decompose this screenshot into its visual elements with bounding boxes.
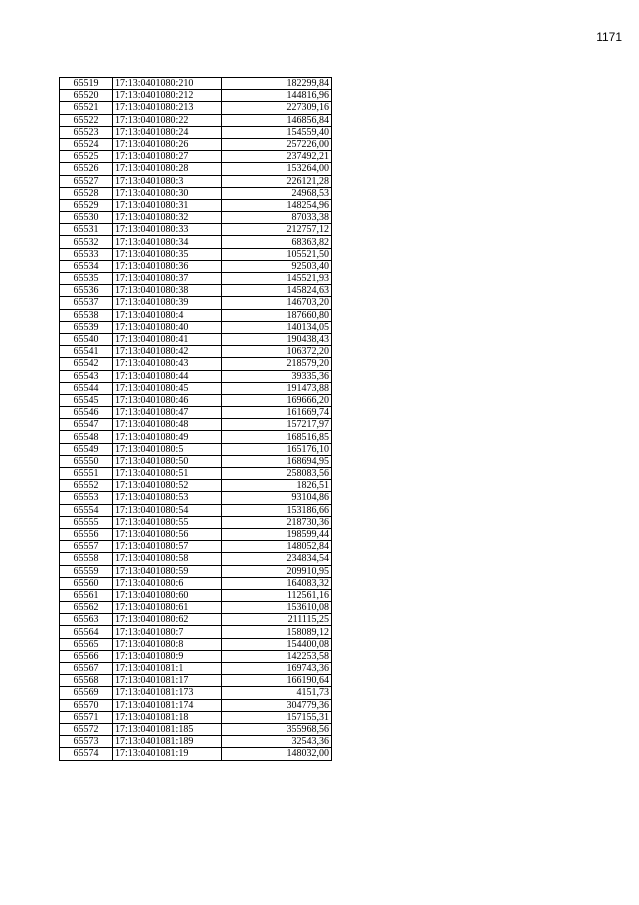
row-index-cell: 65541 xyxy=(60,346,113,358)
value-cell: 92503,40 xyxy=(222,260,332,272)
cadastral-number-cell: 17:13:0401080:50 xyxy=(113,455,222,467)
table-row xyxy=(60,224,332,236)
cadastral-number-cell: 17:13:0401080:27 xyxy=(113,151,222,163)
cadastral-number-cell: 17:13:0401080:5 xyxy=(113,443,222,455)
cadastral-number-cell: 17:13:0401080:210 xyxy=(113,78,222,90)
cadastral-number-cell: 17:13:0401080:6 xyxy=(113,577,222,589)
table-row xyxy=(60,102,332,114)
row-index-cell: 65549 xyxy=(60,443,113,455)
row-index-cell: 65566 xyxy=(60,650,113,662)
table-row xyxy=(60,114,332,126)
table-row xyxy=(60,553,332,565)
value-cell: 142253,58 xyxy=(222,650,332,662)
value-cell: 237492,21 xyxy=(222,151,332,163)
cadastral-number-cell: 17:13:0401080:54 xyxy=(113,504,222,516)
value-cell: 148254,96 xyxy=(222,199,332,211)
value-cell: 4151,73 xyxy=(222,687,332,699)
value-cell: 87033,38 xyxy=(222,212,332,224)
row-index-cell: 65526 xyxy=(60,163,113,175)
row-index-cell: 65574 xyxy=(60,748,113,760)
value-cell: 145521,93 xyxy=(222,273,332,285)
cadastral-number-cell: 17:13:0401080:41 xyxy=(113,333,222,345)
value-cell: 158089,12 xyxy=(222,626,332,638)
row-index-cell: 65572 xyxy=(60,723,113,735)
cadastral-number-cell: 17:13:0401080:58 xyxy=(113,553,222,565)
table-row xyxy=(60,711,332,723)
table-row xyxy=(60,212,332,224)
row-index-cell: 65557 xyxy=(60,541,113,553)
table-row xyxy=(60,297,332,309)
table-row xyxy=(60,443,332,455)
value-cell: 304779,36 xyxy=(222,699,332,711)
value-cell: 106372,20 xyxy=(222,346,332,358)
cadastral-number-cell: 17:13:0401080:8 xyxy=(113,638,222,650)
value-cell: 39335,36 xyxy=(222,370,332,382)
row-index-cell: 65529 xyxy=(60,199,113,211)
value-cell: 32543,36 xyxy=(222,736,332,748)
cadastral-number-cell: 17:13:0401080:42 xyxy=(113,346,222,358)
cadastral-number-cell: 17:13:0401080:34 xyxy=(113,236,222,248)
value-cell: 112561,16 xyxy=(222,589,332,601)
value-cell: 144816,96 xyxy=(222,90,332,102)
cadastral-number-cell: 17:13:0401080:33 xyxy=(113,224,222,236)
table-row xyxy=(60,358,332,370)
cadastral-number-cell: 17:13:0401080:32 xyxy=(113,212,222,224)
table-row xyxy=(60,126,332,138)
row-index-cell: 65521 xyxy=(60,102,113,114)
value-cell: 169743,36 xyxy=(222,663,332,675)
cadastral-number-cell: 17:13:0401080:59 xyxy=(113,565,222,577)
table-row xyxy=(60,309,332,321)
table-row xyxy=(60,273,332,285)
row-index-cell: 65558 xyxy=(60,553,113,565)
table-row xyxy=(60,638,332,650)
value-cell: 154559,40 xyxy=(222,126,332,138)
table-row xyxy=(60,748,332,760)
row-index-cell: 65552 xyxy=(60,480,113,492)
table-row xyxy=(60,699,332,711)
cadastral-number-cell: 17:13:0401080:24 xyxy=(113,126,222,138)
cadastral-number-cell: 17:13:0401080:49 xyxy=(113,431,222,443)
value-cell: 153186,66 xyxy=(222,504,332,516)
cadastral-number-cell: 17:13:0401080:31 xyxy=(113,199,222,211)
row-index-cell: 65525 xyxy=(60,151,113,163)
value-cell: 153264,00 xyxy=(222,163,332,175)
cadastral-number-cell: 17:13:0401080:22 xyxy=(113,114,222,126)
row-index-cell: 65553 xyxy=(60,492,113,504)
row-index-cell: 65527 xyxy=(60,175,113,187)
table-row xyxy=(60,394,332,406)
table-row xyxy=(60,492,332,504)
cadastral-number-cell: 17:13:0401080:36 xyxy=(113,260,222,272)
row-index-cell: 65548 xyxy=(60,431,113,443)
table-row xyxy=(60,602,332,614)
row-index-cell: 65562 xyxy=(60,602,113,614)
value-cell: 211115,25 xyxy=(222,614,332,626)
cadastral-number-cell: 17:13:0401081:189 xyxy=(113,736,222,748)
value-cell: 165176,10 xyxy=(222,443,332,455)
value-cell: 105521,50 xyxy=(222,248,332,260)
value-cell: 140134,05 xyxy=(222,321,332,333)
table-row xyxy=(60,565,332,577)
cadastral-number-cell: 17:13:0401080:51 xyxy=(113,468,222,480)
row-index-cell: 65563 xyxy=(60,614,113,626)
row-index-cell: 65520 xyxy=(60,90,113,102)
table-row xyxy=(60,260,332,272)
cadastral-value-table xyxy=(59,77,332,761)
table-row xyxy=(60,382,332,394)
cadastral-number-cell: 17:13:0401081:1 xyxy=(113,663,222,675)
table-row xyxy=(60,419,332,431)
row-index-cell: 65543 xyxy=(60,370,113,382)
row-index-cell: 65540 xyxy=(60,333,113,345)
value-cell: 258083,56 xyxy=(222,468,332,480)
cadastral-number-cell: 17:13:0401080:56 xyxy=(113,528,222,540)
row-index-cell: 65554 xyxy=(60,504,113,516)
row-index-cell: 65571 xyxy=(60,711,113,723)
row-index-cell: 65534 xyxy=(60,260,113,272)
table-row xyxy=(60,504,332,516)
cadastral-number-cell: 17:13:0401081:174 xyxy=(113,699,222,711)
row-index-cell: 65573 xyxy=(60,736,113,748)
cadastral-number-cell: 17:13:0401080:48 xyxy=(113,419,222,431)
table-row xyxy=(60,528,332,540)
value-cell: 68363,82 xyxy=(222,236,332,248)
value-cell: 157155,31 xyxy=(222,711,332,723)
row-index-cell: 65555 xyxy=(60,516,113,528)
table-body xyxy=(60,78,332,761)
row-index-cell: 65551 xyxy=(60,468,113,480)
table-row xyxy=(60,333,332,345)
value-cell: 209910,95 xyxy=(222,565,332,577)
row-index-cell: 65531 xyxy=(60,224,113,236)
table-row xyxy=(60,663,332,675)
table-row xyxy=(60,90,332,102)
table-row xyxy=(60,285,332,297)
cadastral-number-cell: 17:13:0401080:213 xyxy=(113,102,222,114)
cadastral-number-cell: 17:13:0401080:26 xyxy=(113,138,222,150)
table-row xyxy=(60,516,332,528)
value-cell: 1826,51 xyxy=(222,480,332,492)
row-index-cell: 65556 xyxy=(60,528,113,540)
row-index-cell: 65523 xyxy=(60,126,113,138)
row-index-cell: 65568 xyxy=(60,675,113,687)
table-row xyxy=(60,138,332,150)
value-cell: 153610,08 xyxy=(222,602,332,614)
value-cell: 146856,84 xyxy=(222,114,332,126)
cadastral-number-cell: 17:13:0401080:4 xyxy=(113,309,222,321)
cadastral-number-cell: 17:13:0401080:62 xyxy=(113,614,222,626)
value-cell: 187660,80 xyxy=(222,309,332,321)
cadastral-number-cell: 17:13:0401080:35 xyxy=(113,248,222,260)
value-cell: 218579,20 xyxy=(222,358,332,370)
row-index-cell: 65544 xyxy=(60,382,113,394)
row-index-cell: 65533 xyxy=(60,248,113,260)
value-cell: 166190,64 xyxy=(222,675,332,687)
value-cell: 164083,32 xyxy=(222,577,332,589)
cadastral-number-cell: 17:13:0401080:40 xyxy=(113,321,222,333)
cadastral-number-cell: 17:13:0401080:9 xyxy=(113,650,222,662)
table-row xyxy=(60,407,332,419)
table-row xyxy=(60,675,332,687)
value-cell: 191473,88 xyxy=(222,382,332,394)
value-cell: 234834,54 xyxy=(222,553,332,565)
cadastral-number-cell: 17:13:0401080:7 xyxy=(113,626,222,638)
value-cell: 355968,56 xyxy=(222,723,332,735)
row-index-cell: 65547 xyxy=(60,419,113,431)
table-row xyxy=(60,626,332,638)
cadastral-number-cell: 17:13:0401080:55 xyxy=(113,516,222,528)
cadastral-number-cell: 17:13:0401080:61 xyxy=(113,602,222,614)
cadastral-number-cell: 17:13:0401080:47 xyxy=(113,407,222,419)
value-cell: 157217,97 xyxy=(222,419,332,431)
row-index-cell: 65532 xyxy=(60,236,113,248)
cadastral-number-cell: 17:13:0401080:212 xyxy=(113,90,222,102)
row-index-cell: 65550 xyxy=(60,455,113,467)
value-cell: 146703,20 xyxy=(222,297,332,309)
value-cell: 218730,36 xyxy=(222,516,332,528)
cadastral-number-cell: 17:13:0401080:57 xyxy=(113,541,222,553)
table-row xyxy=(60,346,332,358)
value-cell: 145824,63 xyxy=(222,285,332,297)
table-row xyxy=(60,577,332,589)
table-row xyxy=(60,589,332,601)
table-row xyxy=(60,455,332,467)
cadastral-number-cell: 17:13:0401080:60 xyxy=(113,589,222,601)
cadastral-number-cell: 17:13:0401080:39 xyxy=(113,297,222,309)
value-cell: 148052,84 xyxy=(222,541,332,553)
cadastral-number-cell: 17:13:0401080:38 xyxy=(113,285,222,297)
cadastral-number-cell: 17:13:0401080:46 xyxy=(113,394,222,406)
table-row xyxy=(60,736,332,748)
row-index-cell: 65565 xyxy=(60,638,113,650)
table-row xyxy=(60,614,332,626)
value-cell: 154400,08 xyxy=(222,638,332,650)
cadastral-number-cell: 17:13:0401081:18 xyxy=(113,711,222,723)
page-number: 1171 xyxy=(596,30,622,44)
row-index-cell: 65530 xyxy=(60,212,113,224)
table-row xyxy=(60,541,332,553)
table-row xyxy=(60,321,332,333)
value-cell: 227309,16 xyxy=(222,102,332,114)
table-row xyxy=(60,687,332,699)
row-index-cell: 65528 xyxy=(60,187,113,199)
cadastral-number-cell: 17:13:0401081:17 xyxy=(113,675,222,687)
value-cell: 169666,20 xyxy=(222,394,332,406)
value-cell: 93104,86 xyxy=(222,492,332,504)
cadastral-number-cell: 17:13:0401080:37 xyxy=(113,273,222,285)
row-index-cell: 65536 xyxy=(60,285,113,297)
cadastral-number-cell: 17:13:0401081:19 xyxy=(113,748,222,760)
table-row xyxy=(60,187,332,199)
cadastral-number-cell: 17:13:0401080:28 xyxy=(113,163,222,175)
row-index-cell: 65538 xyxy=(60,309,113,321)
table-row xyxy=(60,236,332,248)
row-index-cell: 65560 xyxy=(60,577,113,589)
row-index-cell: 65561 xyxy=(60,589,113,601)
row-index-cell: 65522 xyxy=(60,114,113,126)
row-index-cell: 65524 xyxy=(60,138,113,150)
cadastral-number-cell: 17:13:0401080:53 xyxy=(113,492,222,504)
row-index-cell: 65539 xyxy=(60,321,113,333)
value-cell: 182299,84 xyxy=(222,78,332,90)
row-index-cell: 65567 xyxy=(60,663,113,675)
row-index-cell: 65519 xyxy=(60,78,113,90)
value-cell: 161669,74 xyxy=(222,407,332,419)
cadastral-number-cell: 17:13:0401081:185 xyxy=(113,723,222,735)
row-index-cell: 65535 xyxy=(60,273,113,285)
value-cell: 148032,00 xyxy=(222,748,332,760)
table-row xyxy=(60,370,332,382)
cadastral-number-cell: 17:13:0401080:45 xyxy=(113,382,222,394)
row-index-cell: 65537 xyxy=(60,297,113,309)
value-cell: 24968,53 xyxy=(222,187,332,199)
row-index-cell: 65546 xyxy=(60,407,113,419)
cadastral-number-cell: 17:13:0401081:173 xyxy=(113,687,222,699)
cadastral-number-cell: 17:13:0401080:52 xyxy=(113,480,222,492)
value-cell: 168516,85 xyxy=(222,431,332,443)
cadastral-number-cell: 17:13:0401080:30 xyxy=(113,187,222,199)
row-index-cell: 65569 xyxy=(60,687,113,699)
table-row xyxy=(60,650,332,662)
table-row xyxy=(60,431,332,443)
value-cell: 198599,44 xyxy=(222,528,332,540)
cadastral-number-cell: 17:13:0401080:44 xyxy=(113,370,222,382)
row-index-cell: 65542 xyxy=(60,358,113,370)
table-row xyxy=(60,468,332,480)
table-row xyxy=(60,199,332,211)
row-index-cell: 65570 xyxy=(60,699,113,711)
value-cell: 168694,95 xyxy=(222,455,332,467)
value-cell: 226121,28 xyxy=(222,175,332,187)
row-index-cell: 65564 xyxy=(60,626,113,638)
cadastral-number-cell: 17:13:0401080:43 xyxy=(113,358,222,370)
cadastral-number-cell: 17:13:0401080:3 xyxy=(113,175,222,187)
value-cell: 190438,43 xyxy=(222,333,332,345)
row-index-cell: 65545 xyxy=(60,394,113,406)
table-row xyxy=(60,163,332,175)
table-row xyxy=(60,480,332,492)
value-cell: 212757,12 xyxy=(222,224,332,236)
table-row xyxy=(60,248,332,260)
row-index-cell: 65559 xyxy=(60,565,113,577)
table-row xyxy=(60,175,332,187)
table-row xyxy=(60,78,332,90)
value-cell: 257226,00 xyxy=(222,138,332,150)
table-row xyxy=(60,723,332,735)
table-row xyxy=(60,151,332,163)
